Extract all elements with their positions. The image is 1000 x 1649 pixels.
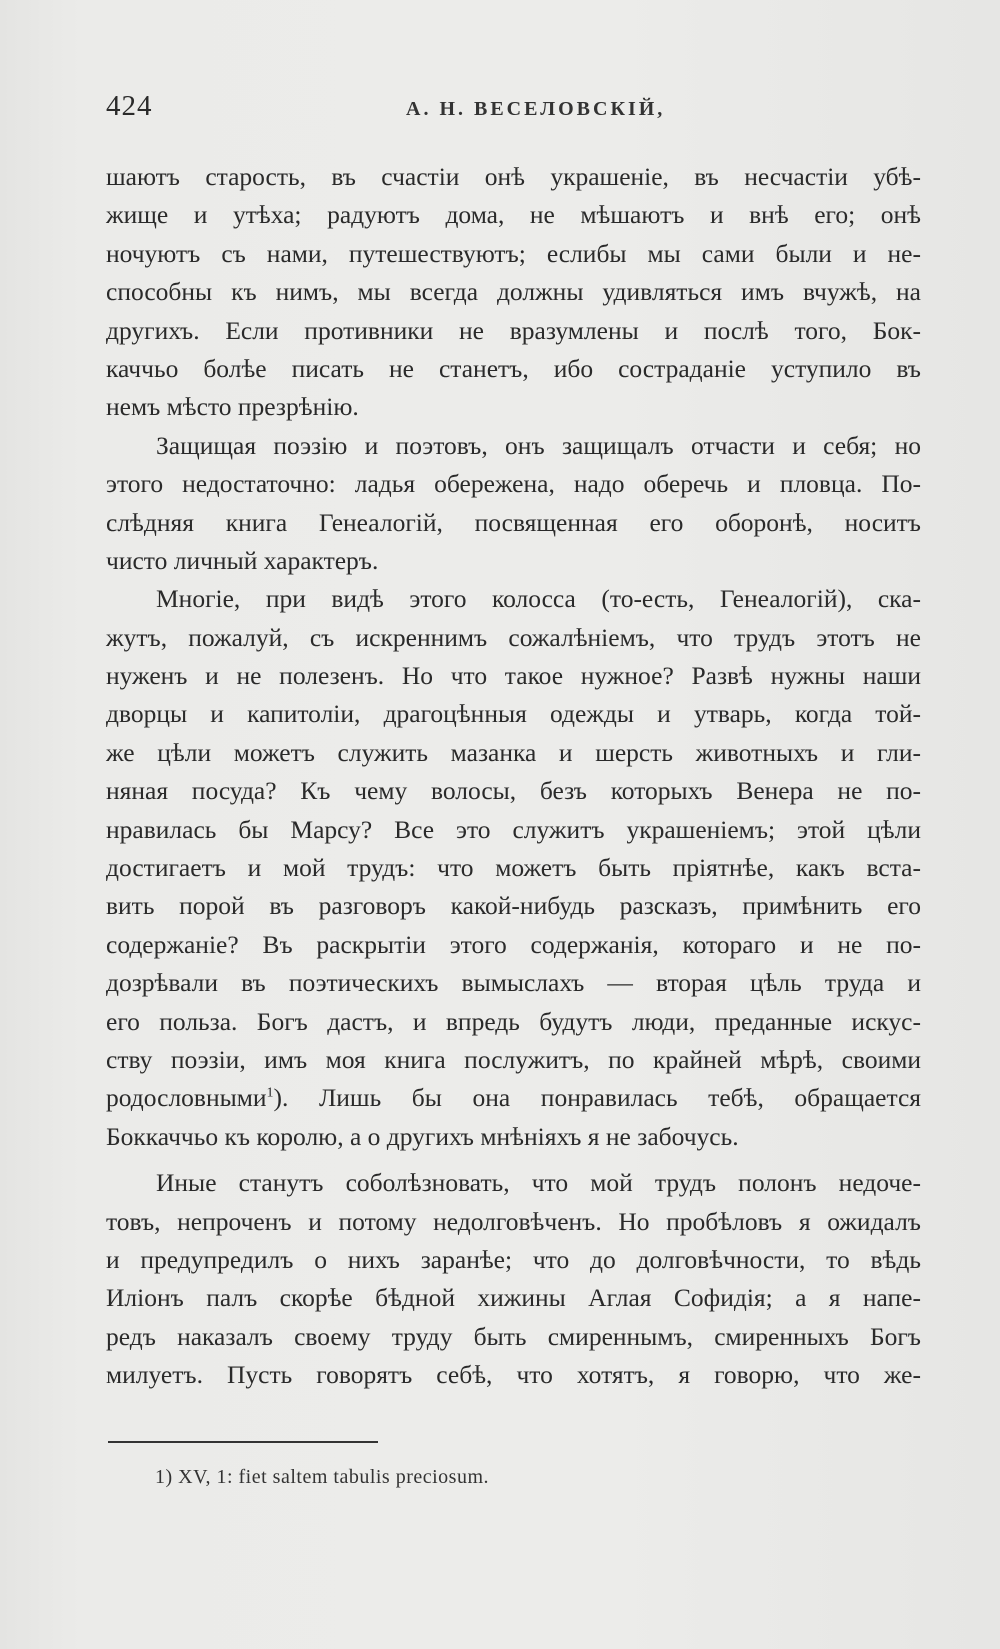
- text-line: ночуютъ съ нами, путешествуютъ; еслибы мы сами были и не-: [106, 238, 921, 268]
- text-line: содержаніе? Въ раскрытіи этого содержанія, котораго и не по-: [106, 929, 921, 959]
- text-line: товъ, непроченъ и потому недолговѣченъ. Но пробѣловъ я ожидалъ: [106, 1206, 921, 1236]
- paragraph-2: [106, 427, 921, 581]
- text-line: Боккаччьо къ королю, а о другихъ мнѣніяхъ я не забочусь.: [106, 1121, 739, 1151]
- text-line: ству поэзіи, имъ моя книга послужитъ, по крайней мѣрѣ, своими: [106, 1044, 921, 1074]
- text-line: дворцы и капитоліи, драгоцѣнныя одежды и утварь, когда той-: [106, 699, 921, 729]
- text-line: нуженъ и не полезенъ. Но что такое нужное? Развѣ нужны наши: [106, 661, 921, 691]
- footnote: 1) XV, 1: fiet saltem tabulis preciosum.: [155, 1466, 490, 1488]
- running-head: А. Н. ВЕСЕЛОВСКІЙ,: [406, 98, 666, 120]
- page-number: 424: [106, 90, 153, 122]
- text-line: Многіе, при видѣ этого колосса (то-есть, Генеалогій), ска-: [156, 584, 921, 614]
- text-line: шаютъ старость, въ счастіи онѣ украшеніе, въ несчастіи убѣ-: [106, 162, 921, 191]
- paragraph-1: [106, 158, 921, 427]
- text-line: и предупредилъ о нихъ заранѣе; что до долговѣчности, то вѣдь: [106, 1244, 921, 1274]
- text-line: его польза. Богъ дастъ, и впредь будутъ люди, преданные искус-: [106, 1006, 921, 1036]
- paragraph-4: [106, 1164, 921, 1394]
- text-line: немъ мѣсто презрѣнію.: [106, 392, 359, 422]
- page-header: [106, 90, 918, 130]
- text-line: Защищая поэзію и поэтовъ, онъ защищалъ отчасти и себя; но: [156, 430, 921, 460]
- text-line: вить порой въ разговоръ какой-нибудь разсказъ, примѣнить его: [106, 891, 921, 921]
- footnote-marker: 1: [266, 1085, 274, 1101]
- text-line: редъ наказалъ своему труду быть смиреннымъ, смиренныхъ Богъ: [106, 1321, 921, 1351]
- text-line: способны къ нимъ, мы всегда должны удивляться имъ вчужѣ, на: [106, 277, 921, 307]
- text-line: Иліонъ палъ скорѣе бѣдной хижины Аглая Софидія; а я напе-: [106, 1283, 921, 1313]
- text-line: нравилась бы Марсу? Все это служитъ украшеніемъ; этой цѣли: [106, 814, 921, 844]
- footnote-divider: [108, 1441, 378, 1443]
- text-line: жутъ, пожалуй, съ искреннимъ сожалѣніемъ, что трудъ этотъ не: [106, 622, 921, 652]
- text-line: милуетъ. Пусть говорятъ себѣ, что хотятъ, я говорю, что же-: [106, 1360, 921, 1390]
- text-line: же цѣли можетъ служить мазанка и шерсть животныхъ и гли-: [106, 737, 921, 767]
- text-line: дозрѣвали въ поэтическихъ вымыслахъ — вторая цѣль труда и: [106, 968, 921, 998]
- paragraph-gap: [106, 1156, 921, 1164]
- text-line: этого недостаточно: ладья обережена, надо оберечь и пловца. По-: [106, 469, 921, 499]
- text-line: чисто личный характеръ.: [106, 545, 379, 575]
- text-line: каччьо болѣе писать не станетъ, ибо состраданіе уступило въ: [106, 353, 921, 383]
- text-line: другихъ. Если противники не вразумлены и послѣ того, Бок-: [106, 315, 921, 345]
- text-fragment: родословными: [106, 1083, 267, 1113]
- text-line-with-footnote-ref: [106, 1079, 921, 1117]
- text-fragment: ). Лишь бы она понравилась тебѣ, обращается: [273, 1083, 921, 1113]
- text-line: слѣдняя книга Генеалогій, посвященная его оборонѣ, носитъ: [106, 507, 921, 537]
- text-line: няная посуда? Къ чему волосы, безъ которыхъ Венера не по-: [106, 776, 921, 806]
- paragraph-3: [106, 580, 921, 1156]
- body-text: [106, 158, 921, 1395]
- text-line: достигаетъ и мой трудъ: что можетъ быть пріятнѣе, какъ вста-: [106, 853, 921, 883]
- text-line: Иные станутъ соболѣзновать, что мой трудъ полонъ недоче-: [156, 1168, 921, 1198]
- text-line: жище и утѣха; радуютъ дома, не мѣшаютъ и внѣ его; онѣ: [106, 200, 921, 230]
